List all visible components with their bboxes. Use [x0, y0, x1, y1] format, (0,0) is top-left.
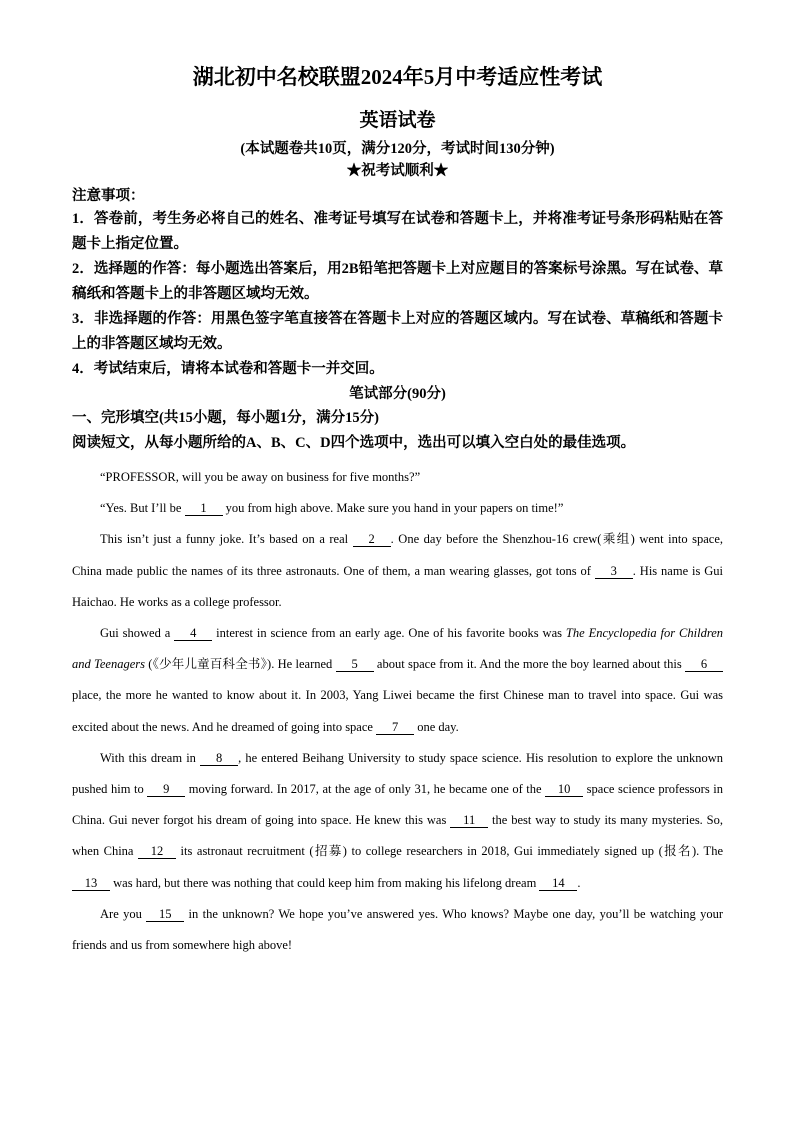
blank-10: 10: [545, 782, 583, 797]
blank-14: 14: [539, 876, 577, 891]
passage-text: in the unknown? We hope you’ve answered yes. Who knows? Maybe one day, you’ll be watching your friends and us from somewhere high above!: [72, 906, 723, 953]
blank-9: 9: [147, 782, 185, 797]
passage-text: its astronaut recruitment (招募) to college researchers in 2018, Gui immediately signed up (报名). The: [176, 844, 723, 859]
cloze-passage: [72, 462, 723, 961]
section-title: 笔试部分(90分): [349, 386, 446, 402]
note-item: 2．选择题的作答：每小题选出答案后，用2B铅笔把答题卡上对应题目的答案标号涂黑。写在试卷、草稿纸和答题卡上的非答题区域均无效。: [72, 261, 723, 302]
passage-text: Gui showed a: [100, 626, 175, 641]
passage-paragraph: [72, 618, 723, 743]
passage-text: With this dream in: [100, 750, 201, 765]
blank-11: 11: [450, 813, 488, 828]
passage-text: “Yes. But I’ll be: [100, 501, 185, 516]
part-title: 一、完形填空(共15小题，每小题1分，满分15分): [72, 410, 379, 426]
blank-6: 6: [685, 657, 723, 672]
blank-8: 8: [200, 751, 238, 766]
passage-text: one day.: [414, 719, 459, 734]
exam-wish: ★祝考试顺利★: [346, 163, 449, 179]
passage-text: was hard, but there was nothing that could keep him from making his lifelong dream: [110, 875, 540, 890]
notes-heading: 注意事项：: [72, 188, 145, 204]
exam-page: [72, 62, 723, 961]
blank-13: 13: [72, 876, 110, 891]
note-item: 1．答卷前，考生务必将自己的姓名、准考证号填写在试卷和答题卡上，并将准考证号条形码粘贴在答题卡上指定位置。: [72, 211, 723, 252]
passage-text: , he entered Beihang University to study space science. His resolution to explore the unknown pushed him to: [72, 750, 724, 797]
exam-title: 湖北初中名校联盟2024年5月中考适应性考试: [192, 65, 603, 89]
passage-text: (《少年儿童百科全书》). He learned: [145, 657, 336, 672]
blank-7: 7: [376, 720, 414, 735]
passage-paragraph: [72, 743, 723, 899]
blank-5: 5: [336, 657, 374, 672]
blank-4: 4: [174, 626, 212, 641]
exam-subtitle: 英语试卷: [359, 110, 436, 131]
passage-text: Are you: [100, 906, 147, 921]
passage-text: the best way to study its many mysteries. So, when China: [72, 813, 724, 859]
passage-text: .: [577, 875, 581, 890]
passage-text: moving forward. In 2017, at the age of only 31, he became one of the: [185, 782, 546, 797]
blank-15: 15: [146, 907, 184, 922]
passage-paragraph: [72, 524, 723, 618]
passage-paragraph: [72, 899, 723, 961]
part-instruction: 阅读短文，从每小题所给的A、B、C、D四个选项中，选出可以填入空白处的最佳选项。: [72, 435, 636, 451]
passage-paragraph: [72, 493, 723, 524]
note-item: 4．考试结束后，请将本试卷和答题卡一并交回。: [72, 361, 384, 377]
passage-paragraph: [72, 462, 723, 493]
passage-text: place, the more he wanted to know about it. In 2003, Yang Liwei became the first Chinese man to travel into space. Gui was excited about the news. And he dreamed of going into space: [72, 688, 723, 734]
book-title: The Encyclopedia for Children and Teenagers: [72, 626, 724, 672]
blank-3: 3: [595, 564, 633, 579]
passage-text: you from high above. Make sure you hand in your papers on time!”: [222, 501, 564, 516]
blank-1: 1: [185, 501, 223, 516]
blank-2: 2: [353, 532, 391, 547]
passage-text: “PROFESSOR, will you be away on business for five months?”: [100, 470, 421, 484]
passage-text: interest in science from an early age. One of his favorite books was: [212, 626, 566, 641]
exam-info: (本试题卷共10页，满分120分，考试时间130分钟): [240, 141, 555, 157]
passage-text: . His name is Gui Haichao. He works as a college professor.: [72, 563, 723, 609]
passage-text: space science professors in China. Gui never forgot his dream of going into space. He knew this was: [72, 782, 723, 828]
note-item: 3．非选择题的作答：用黑色签字笔直接答在答题卡上对应的答题区域内。写在试卷、草稿纸和答题卡上的非答题区域均无效。: [72, 311, 723, 352]
blank-12: 12: [138, 844, 176, 859]
passage-text: This isn’t just a funny joke. It’s based on a real: [100, 532, 353, 547]
passage-text: about space from it. And the more the boy learned about this: [373, 657, 686, 672]
passage-text: . One day before the Shenzhou-16 crew(乘组) went into space, China made public the names of its three astronauts. One of them, a man wearing glasses, got tons of: [72, 532, 723, 578]
